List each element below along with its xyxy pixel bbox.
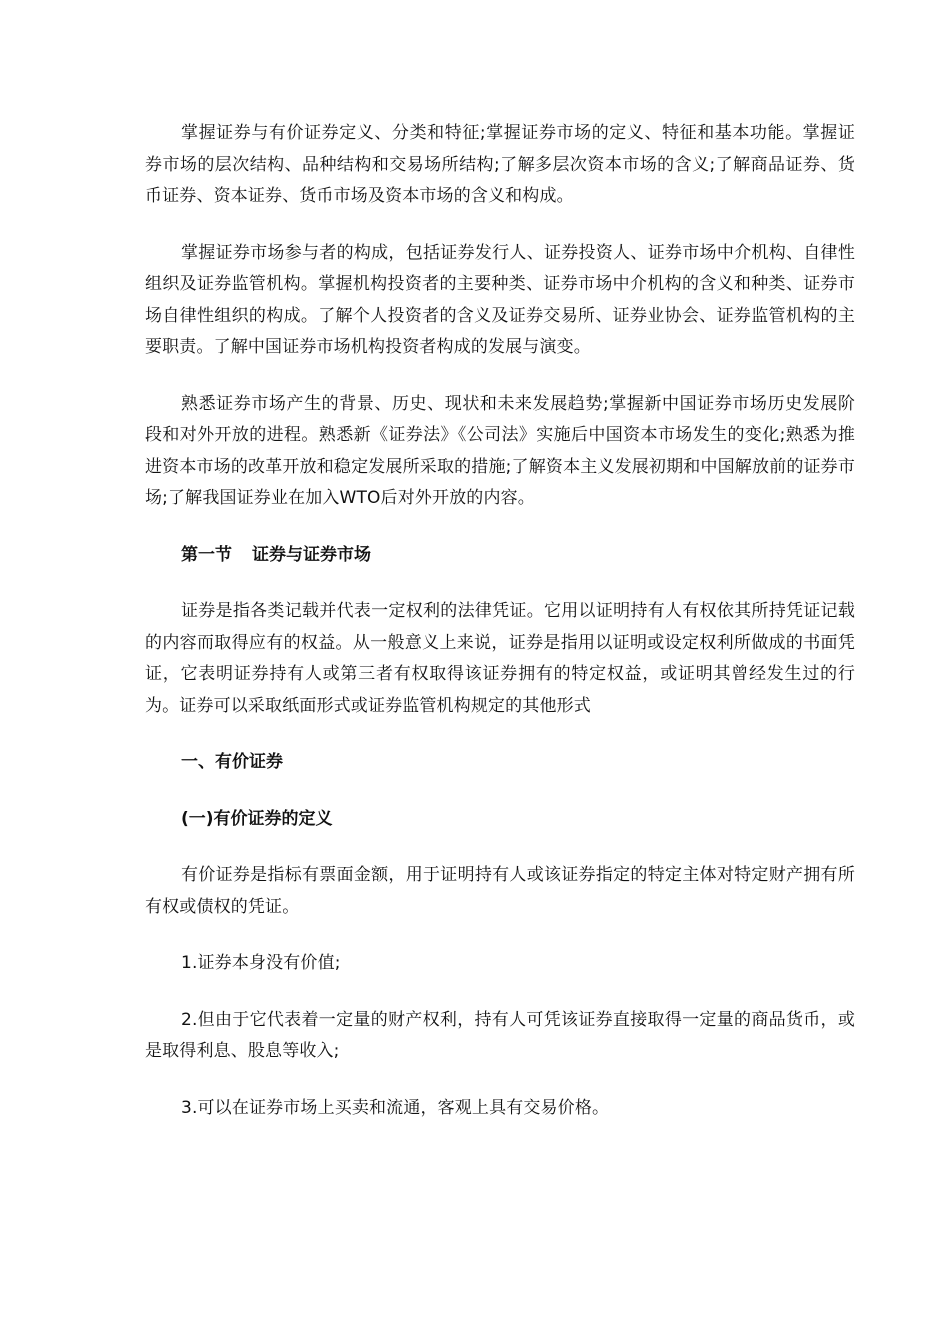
section-number: 第一节 [181,544,232,565]
paragraph-securities-definition: 证券是指各类记载并代表一定权利的法律凭证。它用以证明持有人有权依其所持凭证记载的内容而取得应有的权益。从一般意义上来说，证券是指用以证明或设定权利所做成的书面凭证，它表明证券持有人或第三者有权取得该证券拥有的特定权益，或证明其曾经发生过的行为。证券可以采取纸面形式或证券监管机构规定的其他形式 [145,601,855,716]
list-item-2: 2.但由于它代表着一定量的财产权利，持有人可凭该证券直接取得一定量的商品货币，或是取得利息、股息等收入; [145,1009,855,1061]
list-item-3: 3.可以在证券市场上买卖和流通，客观上具有交易价格。 [181,1097,610,1118]
document-page [145,118,855,1149]
section-title: 证券与证券市场 [252,544,371,565]
subsection-heading: 一、有价证券 [181,752,283,772]
paragraph-objectives-2: 掌握证券市场参与者的构成，包括证券发行人、证券投资人、证券市场中介机构、自律性组织及证券监管机构。掌握机构投资者的主要种类、证券市场中介机构的含义和种类、证券市场自律性组织的构成。了解个人投资者的含义及证券交易所、证券业协会、证券监管机构的主要职责。了解中国证券市场机构投资者构成的发展与演变。 [145,242,855,357]
paragraph-objectives-3: 熟悉证券市场产生的背景、历史、现状和未来发展趋势;掌握新中国证券市场历史发展阶段和对外开放的进程。熟悉新《证券法》《公司法》实施后中国资本市场发生的变化;熟悉为推进资本市场的改革开放和稳定发展所采取的措施;了解资本主义发展初期和中国解放前的证券市场;了解我国证券业在加入WTO后对外开放的内容。 [145,393,855,508]
list-item-1: 1.证券本身没有价值; [181,953,341,973]
subsubsection-heading: (一)有价证券的定义 [181,808,333,829]
paragraph-valuable-securities-definition: 有价证券是指标有票面金额，用于证明持有人或该证券指定的特定主体对特定财产拥有所有权或债权的凭证。 [145,865,855,917]
paragraph-objectives-1: 掌握证券与有价证券定义、分类和特征;掌握证券市场的定义、特征和基本功能。掌握证券市场的层次结构、品种结构和交易场所结构;了解多层次资本市场的含义;了解商品证券、货币证券、资本证券、货币市场及资本市场的含义和构成。 [145,123,855,206]
section-heading [145,540,855,572]
